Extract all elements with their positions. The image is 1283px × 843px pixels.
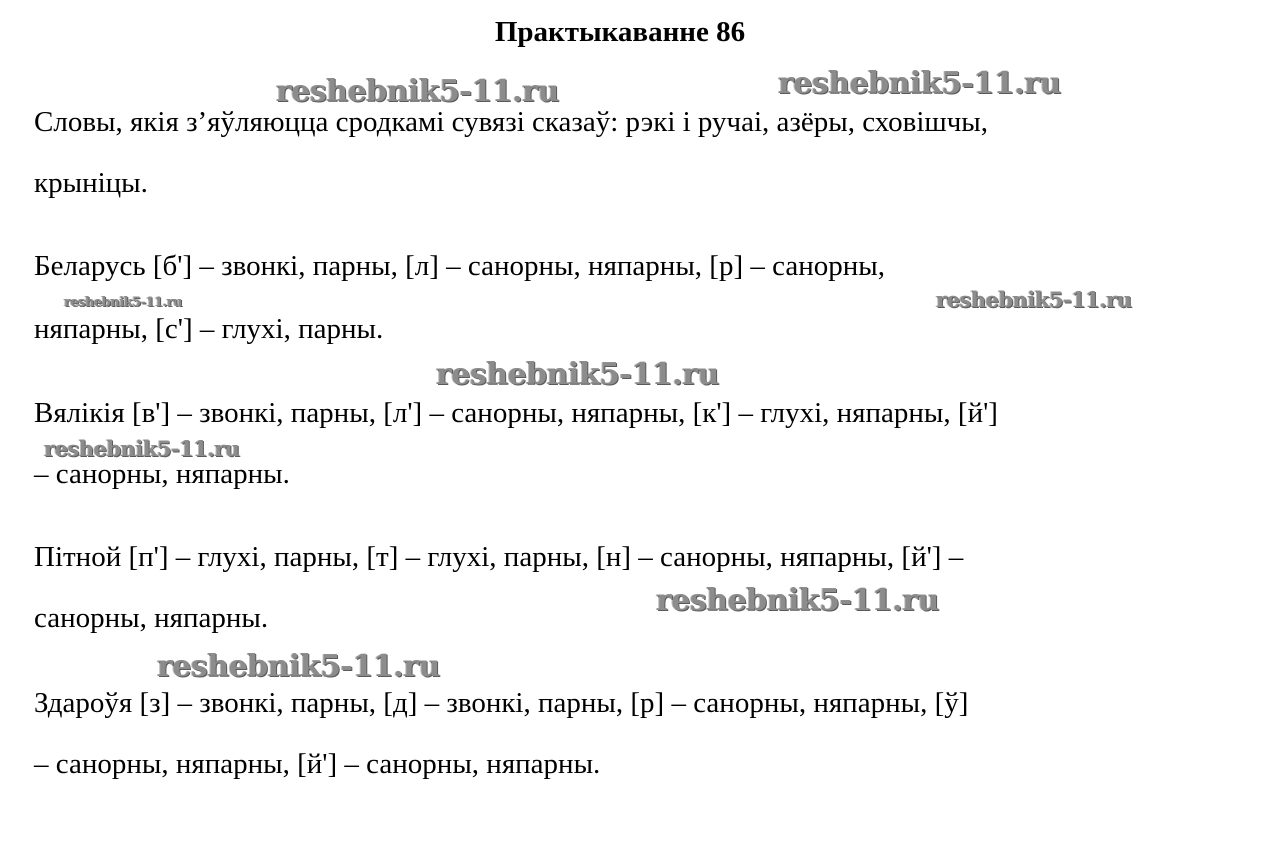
watermark: reshebnik5-11.ru: [64, 295, 183, 310]
paragraph-2-line-1: Беларусь [б'] – звонкі, парны, [л] – санорны, няпарны, [р] – санорны,: [34, 250, 885, 282]
paragraph-5-line-1: Здароўя [з] – звонкі, парны, [д] – звонкі, парны, [р] – санорны, няпарны, [ў]: [34, 687, 969, 719]
paragraph-4-line-2: санорны, няпарны.: [34, 602, 269, 634]
paragraph-1-line-1: Словы, якія з’яўляюцца сродкамі сувязі сказаў: рэкі і ручаі, азёры, сховішчы,: [34, 106, 989, 138]
paragraph-3-line-2: – санорны, няпарны.: [34, 458, 290, 490]
watermark: reshebnik5-11.ru: [276, 74, 559, 109]
watermark: reshebnik5-11.ru: [936, 287, 1132, 312]
paragraph-5-line-2: – санорны, няпарны, [й'] – санорны, няпарны.: [34, 748, 601, 780]
paragraph-2-line-2: няпарны, [с'] – глухі, парны.: [34, 313, 384, 345]
watermark: reshebnik5-11.ru: [44, 436, 240, 461]
watermark: reshebnik5-11.ru: [436, 357, 719, 392]
page-title: Практыкаванне 86: [494, 16, 746, 48]
watermark: reshebnik5-11.ru: [778, 66, 1061, 101]
watermark: reshebnik5-11.ru: [656, 583, 939, 618]
watermark: reshebnik5-11.ru: [157, 649, 440, 684]
paragraph-1-line-2: крыніцы.: [34, 167, 148, 199]
paragraph-4-line-1: Пітной [п'] – глухі, парны, [т] – глухі, парны, [н] – санорны, няпарны, [й'] –: [34, 541, 964, 573]
paragraph-3-line-1: Вялікія [в'] – звонкі, парны, [л'] – санорны, няпарны, [к'] – глухі, няпарны, [й']: [34, 397, 998, 429]
